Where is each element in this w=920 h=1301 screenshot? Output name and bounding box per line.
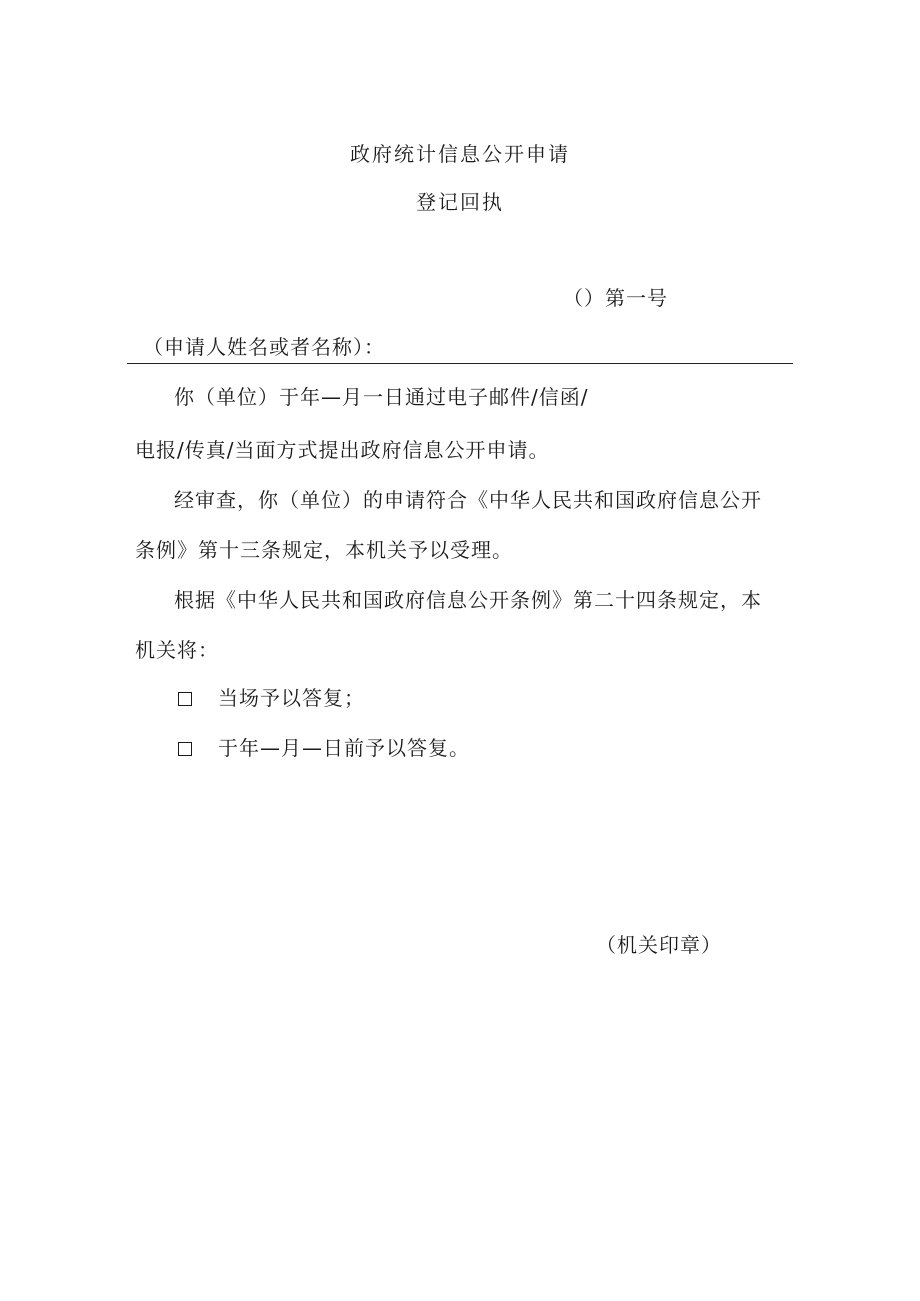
paragraph-1-line-2: 电报/传真/当面方式提出政府信息公开申请。 xyxy=(135,438,550,462)
option-reply-on-spot xyxy=(178,686,365,710)
paragraph-2-line-2: 条例》第十三条规定，本机关予以受理。 xyxy=(135,538,513,562)
addressee-field: （申请人姓名或者名称）： xyxy=(143,335,385,359)
paragraph-3-line-1: 根据《中华人民共和国政府信息公开条例》第二十四条规定，本 xyxy=(174,588,762,612)
addressee-underline xyxy=(127,363,793,364)
option-reply-before-date-label: 于年—月—日前予以答复。 xyxy=(218,736,470,760)
option-reply-on-spot-label: 当场予以答复； xyxy=(218,686,365,710)
checkbox-icon xyxy=(178,692,192,706)
paragraph-3-line-2: 机关将： xyxy=(135,638,219,662)
document-number: （）第一号 xyxy=(563,286,668,310)
document-subtitle: 登记回执 xyxy=(416,190,504,214)
document-title: 政府统计信息公开申请 xyxy=(350,142,570,166)
checkbox-icon xyxy=(178,742,192,756)
option-reply-before-date xyxy=(178,736,470,760)
paragraph-2-line-1: 经审查，你（单位）的申请符合《中华人民共和国政府信息公开 xyxy=(174,488,762,512)
paragraph-1-line-1: 你（单位）于年—月一日通过电子邮件/信函/ xyxy=(174,385,589,409)
agency-seal-label: （机关印章） xyxy=(596,933,722,957)
